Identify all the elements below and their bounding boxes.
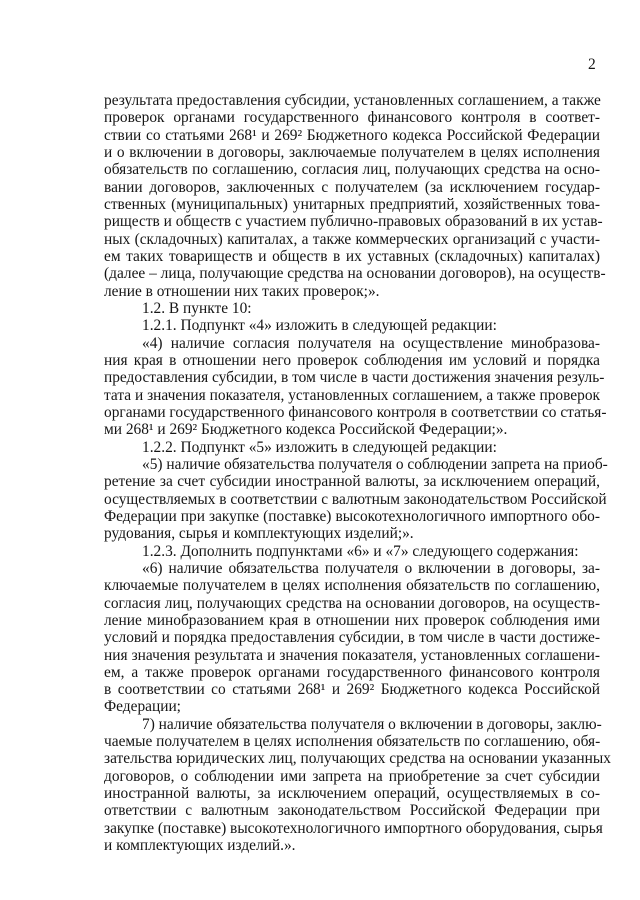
text-line: 1.2.2. Подпункт «5» изложить в следующей редакции: [142, 438, 497, 456]
page-number: 2 [588, 56, 596, 73]
text-line: органами государственного финансового контроля в соответствии со статья- [104, 403, 607, 421]
text-line: (далее – лица, получающие средства на основании договоров), на осуществ- [104, 265, 606, 283]
text-line: закупке (поставке) высокотехнологичного импортного оборудования, сырья [104, 819, 603, 837]
text-line: условий и порядка предоставления субсидии, в том числе в части достиже- [104, 629, 600, 647]
text-line: зательства юридических лиц, получающих средства на основании указанных [104, 750, 611, 768]
text-line: ния значения результата и значения показателя, установленных соглашени- [104, 646, 600, 664]
text-line: проверок органами государственного финансового контроля в соответ- [104, 109, 600, 127]
text-line: ление в отношении них таких проверок;». [104, 282, 380, 300]
text-line: ответствии с валютным законодательством Российской Федерации при [104, 802, 600, 820]
text-line: обязательств по соглашению, согласия лиц, получающих средства на осно- [104, 161, 600, 179]
text-line: в соответствии со статьями 268¹ и 269² Бюджетного кодекса Российской [104, 681, 600, 699]
text-line: чаемые получателем в целях исполнения обязательств по соглашению, обя- [104, 733, 601, 751]
text-line: результата предоставления субсидии, установленных соглашением, а также [104, 92, 601, 109]
text-line: 1.2.1. Подпункт «4» изложить в следующей редакции: [142, 317, 497, 335]
text-line: вании договоров, заключенных с получателем (за исключением государ- [104, 178, 600, 196]
text-line: предоставления субсидии, в том числе в части достижения значения резуль- [104, 369, 605, 387]
text-line: ных (складочных) капиталах, а также коммерческих организаций с участи- [104, 230, 600, 248]
text-line: Федерации при закупке (поставке) высокотехнологичного импортного обо- [104, 507, 600, 525]
text-line: договоров, о соблюдении ими запрета на приобретение за счет субсидии [104, 767, 600, 785]
text-line: рудования, сырья и комплектующих изделий;». [104, 525, 414, 543]
text-line: тата и значения показателя, установленных соглашением, а также проверок [104, 386, 600, 404]
text-line: ственных (муниципальных) унитарных предприятий, хозяйственных това- [104, 195, 600, 213]
text-line: ми 268¹ и 269² Бюджетного кодекса Российской Федерации;». [104, 421, 508, 439]
text-line: «6) наличие обязательства получателя о включении в договоры, за- [142, 559, 600, 577]
text-line: ния края в отношении него проверок соблюдения им условий и порядка [104, 351, 600, 369]
text-line: ключаемые получателем в целях исполнения обязательств по соглашению, [104, 577, 600, 595]
text-line: риществ и обществ с участием публично-правовых образований в их устав- [104, 213, 603, 231]
text-line: и о включении в договоры, заключаемые получателем в целях исполнения [104, 143, 600, 161]
text-line: Федерации; [104, 698, 181, 716]
text-line: «5) наличие обязательства получателя о соблюдении запрета на приоб- [142, 455, 608, 473]
text-line: ление минобразованием края в отношении них проверок соблюдения ими [104, 611, 600, 629]
text-line: согласия лиц, получающих средства на основании договоров, на осуществ- [104, 594, 600, 612]
document-body [104, 92, 611, 855]
text-line: осуществляемых в соответствии с валютным законодательством Российской [104, 490, 607, 508]
text-line: ствии со статьями 268¹ и 269² Бюджетного кодекса Российской Федерации [104, 126, 600, 144]
text-line: 1.2.3. Дополнить подпунктами «6» и «7» следующего содержания: [142, 542, 579, 560]
text-line: ретение за счет субсидии иностранной валюты, за исключением операций, [104, 473, 600, 491]
text-line: и комплектующих изделий.». [104, 837, 296, 855]
text-line: ем, а также проверок органами государственного финансового контроля [104, 663, 600, 681]
text-line: «4) наличие согласия получателя на осуществление минобразова- [142, 334, 600, 352]
text-line: 7) наличие обязательства получателя о включении в договоры, заклю- [142, 715, 602, 733]
text-line: 1.2. В пункте 10: [142, 299, 252, 317]
text-line: ем таких товариществ и обществ в их уставных (складочных) капиталах) [104, 247, 600, 265]
text-line: иностранной валюты, за исключением операций, осуществляемых в со- [104, 785, 600, 803]
